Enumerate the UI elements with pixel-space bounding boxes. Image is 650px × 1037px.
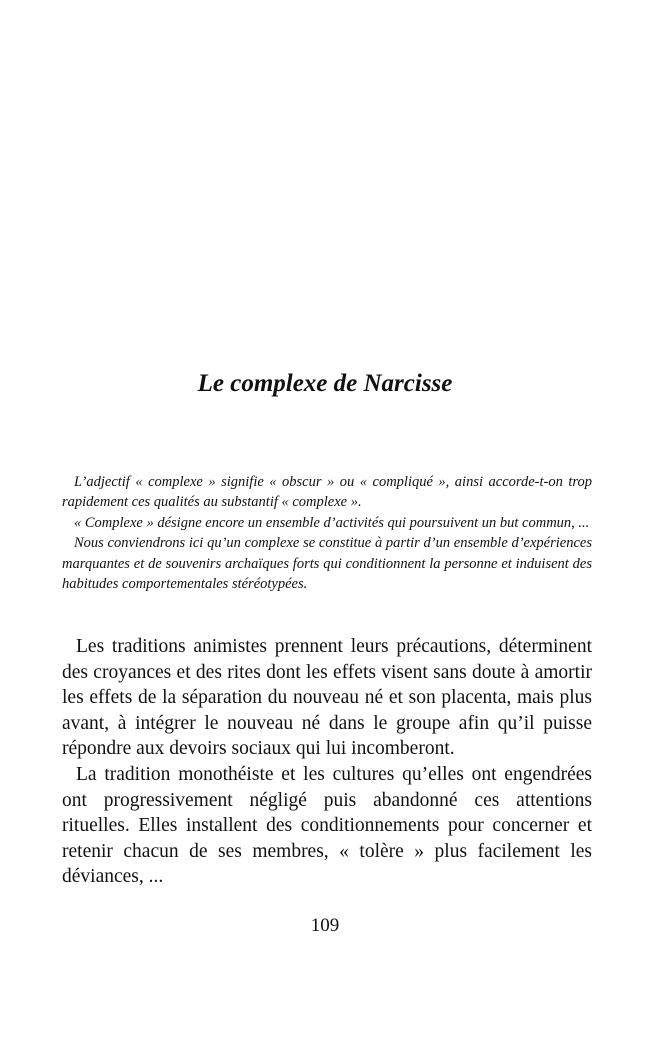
epigraph-paragraph: L’adjectif « complexe » signifie « obscur » ou « compliqué », ainsi accorde-t-on trop rapidement ces qualités au substantif « complexe ». xyxy=(62,474,592,511)
epigraph xyxy=(62,472,592,594)
epigraph-paragraph: Nous conviendrons ici qu’un complexe se constitue à partir d’un ensemble d’expériences marquantes et de souvenirs archaïques forts qui conditionnent la personne et induisent des habitudes comportementales stéréotypées. xyxy=(62,535,592,593)
body-paragraph: La tradition monothéiste et les cultures qu’elles ont engendrées ont progressivement négligé puis abandonné ces attentions rituelles. Elles installent des conditionnements pour concerner et retenir chacun de ses membres, « tolère » plus facilement les déviances, ... xyxy=(62,763,592,888)
epigraph-paragraph: « Complexe » désigne encore un ensemble d’activités qui poursuivent un but commun, ... xyxy=(74,514,590,531)
body-paragraph: Les traditions animistes prennent leurs précautions, déterminent des croyances et des rites dont les effets visent sans doute à amortir les effets de la séparation du nouveau né et son placenta, mais plus avant, à intégrer le nouveau né dans le groupe afin qu’il puisse répondre aux devoirs sociaux qui lui incomberont. xyxy=(62,636,592,760)
page-number: 109 xyxy=(310,915,340,936)
body-text xyxy=(62,634,592,890)
chapter-title: Le complexe de Narcisse xyxy=(197,370,453,397)
